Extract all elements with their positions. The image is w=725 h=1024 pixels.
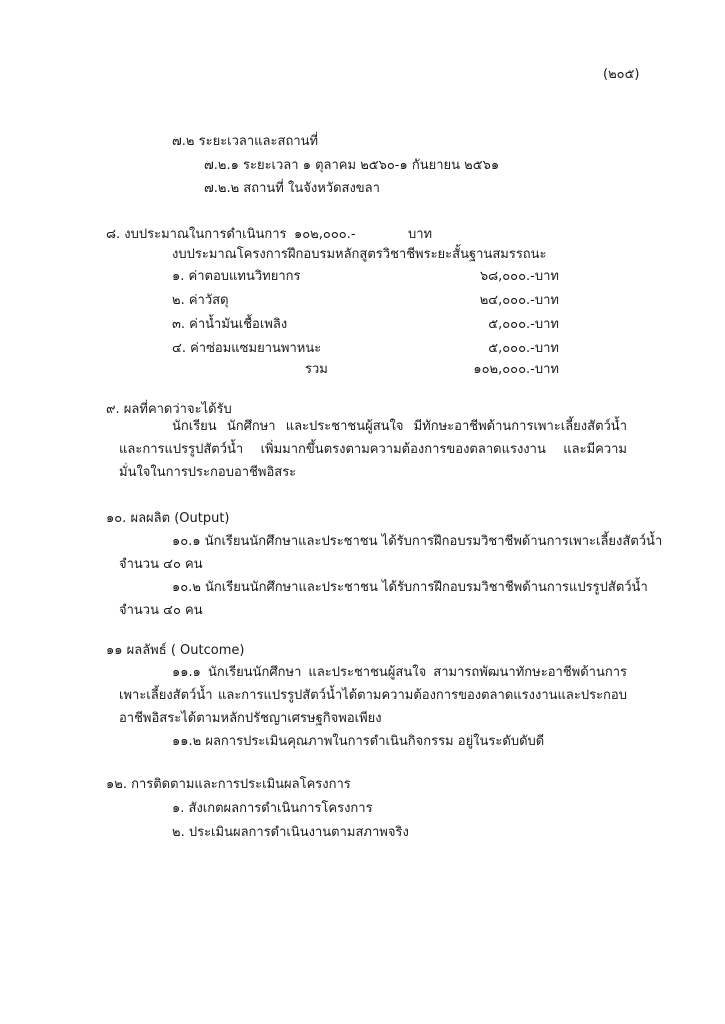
section-7-2-1: ๗.๒.๑ ระยะเวลา ๑ ตุลาคม ๒๕๖๐-๑ กันยายน ๒๕๖๑: [204, 158, 500, 173]
budget-item-label: ๔. ค่าซ่อมแซมยานพาหนะ: [172, 341, 322, 356]
section-11-heading: ๑๑ ผลลัพธ์ ( Outcome): [106, 643, 245, 658]
section-7-2-2: ๗.๒.๒ สถานที่ ในจังหวัดสงขลา: [204, 181, 380, 196]
output-item-1-line-2: จำนวน ๔๐ คน: [119, 557, 203, 572]
output-item-1-line-1: ๑๐.๑ นักเรียนนักศึกษาและประชาชน ได้รับการฝึกอบรมวิชาชีพด้านการเพาะเลี้ยงสัตว์น้ำ: [172, 534, 663, 549]
section-8-heading: ๘. งบประมาณในการดำเนินการ: [106, 227, 287, 242]
section-12-heading: ๑๒. การติดตามและการประเมินผลโครงการ: [106, 777, 351, 792]
section-9-paragraph: นักเรียน นักศึกษา และประชาชนผู้สนใจ มีทักษะอาชีพด้านการเพาะเลี้ยงสัตว์น้ำ และการแปรรูปสัตว์น้ำ เพิ่มมากขึ้นตรงตามความต้องการของตลาดแรงงาน และมีความมั่นใจในการประกอบอาชีพอิสระ: [119, 419, 627, 480]
section-9-heading: ๙. ผลที่คาดว่าจะได้รับ: [106, 402, 232, 417]
budget-item-amount: ๕,๐๐๐.-บาท: [488, 341, 559, 356]
monitoring-item-2: ๒. ประเมินผลการดำเนินงานตามสภาพจริง: [172, 825, 409, 840]
budget-item-label: ๓. ค่าน้ำมันเชื้อเพลิง: [172, 317, 288, 332]
section-10-heading: ๑๐. ผลผลิต (Output): [106, 511, 230, 526]
budget-item-label: ๒. ค่าวัสดุ: [172, 293, 229, 308]
budget-total-label: รวม: [305, 362, 328, 377]
output-item-2-line-2: จำนวน ๔๐ คน: [119, 603, 203, 618]
budget-item-label: ๑. ค่าตอบแทนวิทยากร: [172, 269, 301, 284]
output-item-2-line-1: ๑๐.๒ นักเรียนนักศึกษาและประชาชน ได้รับการฝึกอบรมวิชาชีพด้านการแปรรูปสัตว์น้ำ: [172, 580, 648, 595]
outcome-item-2: ๑๑.๒ ผลการประเมินคุณภาพในการดำเนินกิจกรรม อยู่ในระดับดับดี: [172, 734, 545, 749]
section-7-2-heading: ๗.๒ ระยะเวลาและสถานที่: [172, 134, 319, 149]
page-number: (๒๐๕): [603, 67, 640, 82]
budget-amount: ๑๐๒,๐๐๐.-: [294, 227, 356, 242]
outcome-item-1: ๑๑.๑ นักเรียนนักศึกษา และประชาชนผู้สนใจ สามารถพัฒนาทักษะอาชีพด้านการเพาะเลี้ยงสัตว์น้ำ และการแปรรูปสัตว์น้ำได้ตามความต้องการของตลาดแรงงานและประกอบอาชีพอิสระได้ตามหลักปรัชญาเศรษฐกิจพอเพียง: [119, 665, 627, 726]
budget-item-amount: ๒๔,๐๐๐.-บาท: [479, 293, 559, 308]
budget-unit: บาท: [408, 227, 433, 242]
budget-item-amount: ๖๘,๐๐๐.-บาท: [479, 269, 559, 284]
budget-total-amount: ๑๐๒,๐๐๐.-บาท: [473, 362, 559, 377]
budget-item-amount: ๕,๐๐๐.-บาท: [488, 317, 559, 332]
monitoring-item-1: ๑. สังเกตผลการดำเนินการโครงการ: [172, 801, 373, 816]
budget-subheading: งบประมาณโครงการฝึกอบรมหลักสูตรวิชาชีพระยะสั้นฐานสมรรถนะ: [172, 247, 547, 262]
